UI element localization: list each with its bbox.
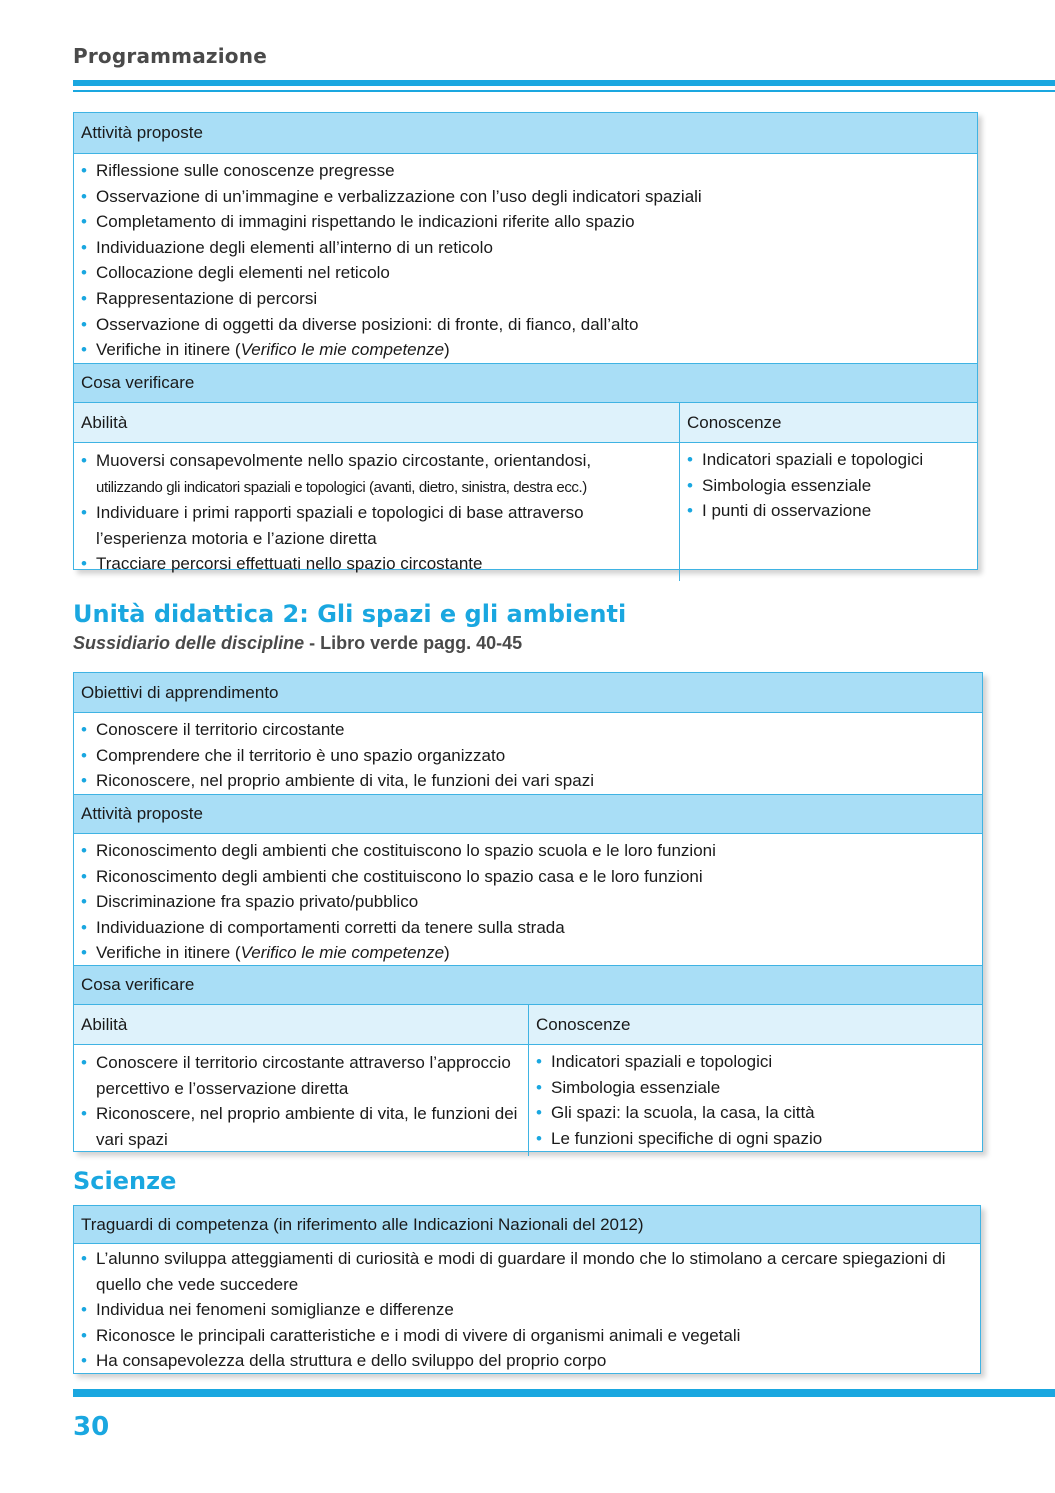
activities-header: Attività proposte bbox=[74, 794, 982, 834]
list-item: • Riconoscere, nel proprio ambiente di vita, le funzioni dei vari spazi bbox=[81, 768, 976, 794]
top-rule bbox=[73, 80, 1055, 86]
knowledge-list bbox=[529, 1045, 982, 1155]
list-item: • I punti di osservazione bbox=[687, 498, 971, 524]
list-item: • Individuazione degli elementi all’interno di un reticolo bbox=[81, 235, 971, 261]
knowledge-column bbox=[679, 443, 977, 581]
list-item: • Riflessione sulle conoscenze pregresse bbox=[81, 158, 971, 184]
list-item: • Osservazione di oggetti da diverse posizioni: di fronte, di fianco, dall’alto bbox=[81, 312, 971, 338]
knowledge-header: Conoscenze bbox=[679, 403, 977, 442]
list-item: • Individuazione di comportamenti corretti da tenere sulla strada bbox=[81, 915, 976, 941]
list-item: • Conoscere il territorio circostante bbox=[81, 717, 976, 743]
top-rule-thin bbox=[73, 90, 1055, 92]
list-item: • L’alunno sviluppa atteggiamenti di curiosità e modi di guardare il mondo che lo stimolano a cercare spiegazioni di quello che vede succedere bbox=[81, 1246, 974, 1297]
unit2-title: Unità didattica 2: Gli spazi e gli ambienti bbox=[73, 600, 627, 628]
goals-list bbox=[74, 1244, 980, 1378]
skills-header: Abilità bbox=[81, 1014, 128, 1034]
list-item: • Gli spazi: la scuola, la casa, la città bbox=[536, 1100, 976, 1126]
activities-list bbox=[74, 834, 982, 965]
unit2-subtitle: Sussidiario delle discipline - Libro verde pagg. 40-45 bbox=[73, 633, 523, 653]
skills-column bbox=[74, 1045, 528, 1156]
list-item: • Conoscere il territorio circostante attraverso l’approccio percettivo e l’osservazione diretta bbox=[81, 1050, 522, 1101]
columns-header bbox=[74, 1005, 982, 1045]
list-item: • Rappresentazione di percorsi bbox=[81, 286, 971, 312]
activities-list bbox=[74, 154, 977, 363]
check-header: Cosa verificare bbox=[74, 965, 982, 1005]
page-number: 30 bbox=[73, 1412, 110, 1442]
list-item: • Tracciare percorsi effettuati nello spazio circostante bbox=[81, 551, 673, 577]
science-title: Scienze bbox=[73, 1167, 177, 1195]
skills-list bbox=[74, 443, 679, 581]
list-item: • Verifiche in itinere (Verifico le mie competenze) bbox=[81, 940, 976, 966]
science-table bbox=[73, 1205, 981, 1374]
knowledge-column bbox=[528, 1045, 982, 1156]
objectives-header: Obiettivi di apprendimento bbox=[74, 673, 982, 713]
list-item: • Ha consapevolezza della struttura e dello sviluppo del proprio corpo bbox=[81, 1348, 974, 1374]
knowledge-list bbox=[680, 443, 977, 528]
list-item: • Riconoscimento degli ambienti che costituiscono lo spazio casa e le loro funzioni bbox=[81, 864, 976, 890]
list-item: • Comprendere che il territorio è uno spazio organizzato bbox=[81, 743, 976, 769]
list-item: • Individua nei fenomeni somiglianze e differenze bbox=[81, 1297, 974, 1323]
goals-header: Traguardi di competenza (in riferimento alle Indicazioni Nazionali del 2012) bbox=[74, 1206, 980, 1244]
skills-header: Abilità bbox=[81, 412, 128, 432]
list-item: • Simbologia essenziale bbox=[536, 1075, 976, 1101]
columns-header bbox=[74, 403, 977, 443]
objectives-list bbox=[74, 713, 982, 794]
list-item: • Collocazione degli elementi nel reticolo bbox=[81, 260, 971, 286]
list-item: • Riconosce le principali caratteristiche e i modi di vivere di organismi animali e vegetali bbox=[81, 1323, 974, 1349]
list-item: • Discriminazione fra spazio privato/pubblico bbox=[81, 889, 976, 915]
list-item: • Indicatori spaziali e topologici bbox=[687, 447, 971, 473]
list-item: • Individuare i primi rapporti spaziali e topologici di base attraverso l’esperienza motoria e l’azione diretta bbox=[81, 500, 673, 551]
columns-body bbox=[74, 443, 977, 581]
list-item: • Riconoscimento degli ambienti che costituiscono lo spazio scuola e le loro funzioni bbox=[81, 838, 976, 864]
list-item: • Muoversi consapevolmente nello spazio circostante, orientandosi, utilizzando gli indicatori spaziali e topologici (avanti, dietro, sinistra, destra ecc.) bbox=[81, 448, 673, 500]
check-header: Cosa verificare bbox=[74, 363, 977, 403]
list-item: • Indicatori spaziali e topologici bbox=[536, 1049, 976, 1075]
unit1-table bbox=[73, 112, 978, 574]
activities-header: Attività proposte bbox=[74, 113, 977, 154]
list-item: • Osservazione di un’immagine e verbalizzazione con l’uso degli indicatori spaziali bbox=[81, 184, 971, 210]
knowledge-header: Conoscenze bbox=[528, 1005, 982, 1044]
list-item: • Completamento di immagini rispettando le indicazioni riferite allo spazio bbox=[81, 209, 971, 235]
list-item: • Riconoscere, nel proprio ambiente di vita, le funzioni dei vari spazi bbox=[81, 1101, 522, 1152]
skills-list bbox=[74, 1045, 528, 1156]
bottom-rule bbox=[73, 1389, 1055, 1397]
list-item: • Le funzioni specifiche di ogni spazio bbox=[536, 1126, 976, 1152]
columns-body bbox=[74, 1045, 982, 1156]
list-item: • Simbologia essenziale bbox=[687, 473, 971, 499]
unit2-table bbox=[73, 672, 983, 1152]
list-item: • Verifiche in itinere (Verifico le mie competenze) bbox=[81, 337, 971, 363]
running-title: Programmazione bbox=[73, 44, 267, 68]
skills-column bbox=[74, 443, 679, 581]
